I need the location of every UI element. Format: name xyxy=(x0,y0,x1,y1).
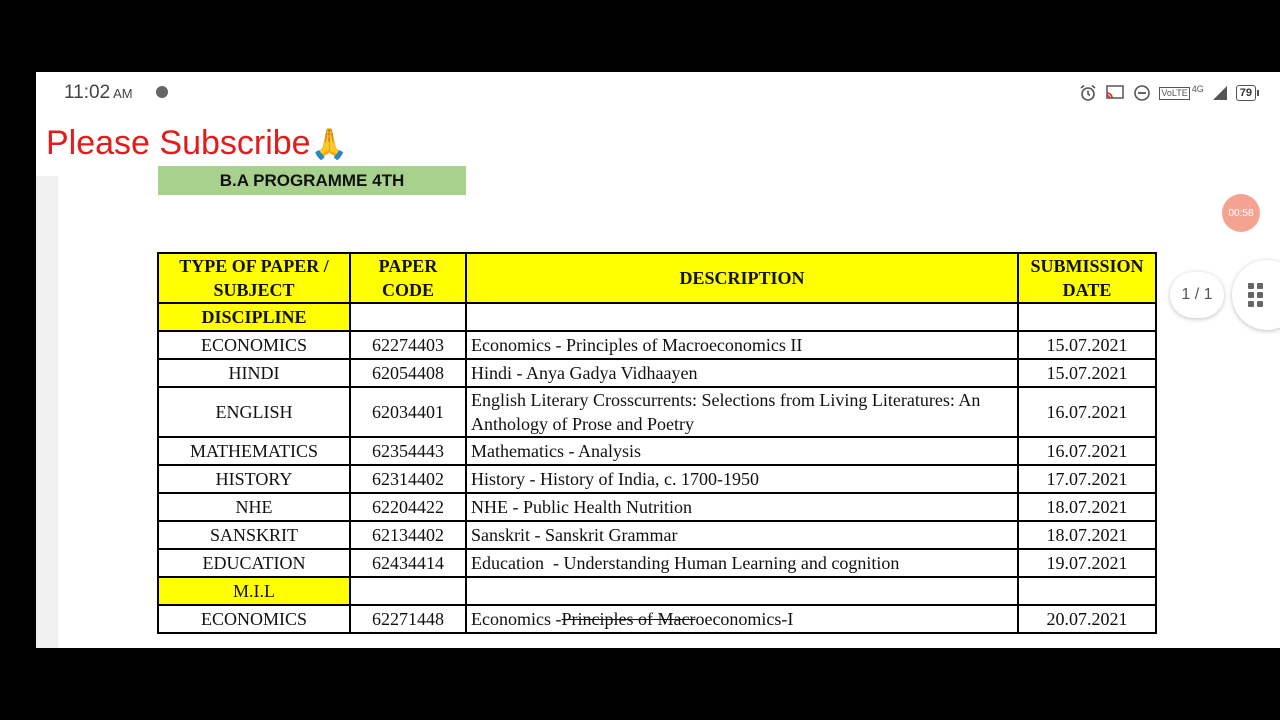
program-label: B.A PROGRAMME 4TH xyxy=(158,166,466,195)
cell-description: NHE - Public Health Nutrition xyxy=(466,493,1018,521)
cell-code: 62034401 xyxy=(350,387,466,437)
cell-description: Hindi - Anya Gadya Vidhaayen xyxy=(466,359,1018,387)
phone-screen xyxy=(36,72,1280,648)
cell-description: Education - Understanding Human Learning and cognition xyxy=(466,549,1018,577)
cell-description: Economics - Principles of Macroeconomics II xyxy=(466,331,1018,359)
description-part: Economics - xyxy=(471,609,562,629)
cast-icon xyxy=(1105,85,1125,101)
submission-table xyxy=(157,252,1157,634)
table-row xyxy=(158,437,1156,465)
cell-description xyxy=(466,605,1018,633)
header-type: TYPE OF PAPER / SUBJECT xyxy=(158,253,350,303)
status-icons xyxy=(1079,82,1256,104)
table-row xyxy=(158,359,1156,387)
cell-code: 62314402 xyxy=(350,465,466,493)
header-date: SUBMISSION DATE xyxy=(1018,253,1156,303)
table-row xyxy=(158,493,1156,521)
signal-icon xyxy=(1212,85,1228,101)
cell-code: 62054408 xyxy=(350,359,466,387)
description-part: oeconomics-I xyxy=(695,609,794,629)
cell-subject: ECONOMICS xyxy=(158,331,350,359)
cell-code: 62204422 xyxy=(350,493,466,521)
cell-date: 20.07.2021 xyxy=(1018,605,1156,633)
table-row xyxy=(158,521,1156,549)
cell-date: 15.07.2021 xyxy=(1018,331,1156,359)
cell-date: 15.07.2021 xyxy=(1018,359,1156,387)
volte-icon: VoLTE xyxy=(1161,87,1188,98)
table-row xyxy=(158,387,1156,437)
cell-description: Sanskrit - Sanskrit Grammar xyxy=(466,521,1018,549)
cell-subject: ENGLISH xyxy=(158,387,350,437)
status-clock xyxy=(64,82,133,104)
recording-timer[interactable]: 00:58 xyxy=(1222,194,1260,232)
grid-icon xyxy=(1248,283,1263,307)
battery-icon: 79 xyxy=(1236,85,1256,101)
section-row-mil xyxy=(158,577,1156,605)
cell-date: 16.07.2021 xyxy=(1018,387,1156,437)
cell-description: English Literary Crosscurrents: Selections from Living Literatures: An Anthology of Prose and Poetry xyxy=(466,387,1018,437)
description-struck-part: Principles of Macr xyxy=(561,609,696,629)
subscribe-banner xyxy=(46,124,348,163)
cell-code: 62354443 xyxy=(350,437,466,465)
cell-description: History - History of India, c. 1700-1950 xyxy=(466,465,1018,493)
cell-description: Mathematics - Analysis xyxy=(466,437,1018,465)
cell-code: 62434414 xyxy=(350,549,466,577)
network-type-label: 4G xyxy=(1191,84,1204,94)
cell-subject: EDUCATION xyxy=(158,549,350,577)
page-indicator: 1 / 1 xyxy=(1170,272,1224,318)
table-row xyxy=(158,605,1156,633)
cell-subject: ECONOMICS xyxy=(158,605,350,633)
table-row xyxy=(158,465,1156,493)
section-row-discipline xyxy=(158,303,1156,331)
do-not-disturb-icon xyxy=(1133,84,1151,102)
viewer-gutter xyxy=(36,176,58,648)
cell-subject: HISTORY xyxy=(158,465,350,493)
table-row xyxy=(158,549,1156,577)
praying-hands-icon: 🙏 xyxy=(310,128,348,161)
cell-code: 62274403 xyxy=(350,331,466,359)
subscribe-text: Please Subscribe xyxy=(46,124,311,162)
cell-subject: NHE xyxy=(158,493,350,521)
cell-date: 18.07.2021 xyxy=(1018,493,1156,521)
section-label-mil: M.I.L xyxy=(158,577,350,605)
cell-subject: HINDI xyxy=(158,359,350,387)
cell-subject: SANSKRIT xyxy=(158,521,350,549)
notification-dot-icon xyxy=(156,86,168,98)
table-header-row xyxy=(158,253,1156,303)
cell-date: 16.07.2021 xyxy=(1018,437,1156,465)
alarm-icon xyxy=(1079,84,1097,102)
table-row xyxy=(158,331,1156,359)
section-label-discipline: DISCIPLINE xyxy=(158,303,350,331)
status-bar xyxy=(36,72,1280,112)
header-description: DESCRIPTION xyxy=(466,253,1018,303)
cell-code: 62271448 xyxy=(350,605,466,633)
cell-code: 62134402 xyxy=(350,521,466,549)
clock-ampm: AM xyxy=(113,86,133,101)
cell-date: 18.07.2021 xyxy=(1018,521,1156,549)
cell-subject: MATHEMATICS xyxy=(158,437,350,465)
header-code: PAPER CODE xyxy=(350,253,466,303)
clock-time: 11:02 xyxy=(64,82,111,103)
cell-date: 19.07.2021 xyxy=(1018,549,1156,577)
cell-date: 17.07.2021 xyxy=(1018,465,1156,493)
